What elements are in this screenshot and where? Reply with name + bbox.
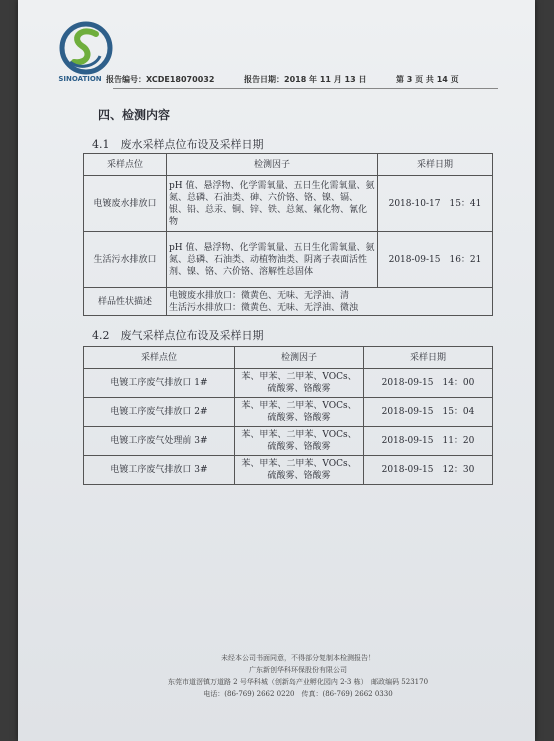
factor-line: 苯、甲苯、二甲苯、VOCs、 (241, 430, 357, 440)
logo-text: SINOATION (58, 75, 102, 83)
factor-line: 硫酸雾、铬酸雾 (267, 413, 331, 423)
factor-line: 硫酸雾、铬酸雾 (267, 471, 331, 481)
sampling-point: 电镀工序废气排放口 3# (84, 456, 235, 485)
report-number: 报告编号：XCDE18070032 (106, 75, 215, 84)
report-page (18, 0, 535, 741)
sampling-point: 电镀工序废气处理前 3# (84, 427, 235, 456)
factor-line: 硫酸雾、铬酸雾 (267, 384, 331, 394)
table-row (84, 398, 493, 427)
test-factors (235, 369, 364, 398)
column-header: 检测因子 (235, 347, 364, 369)
sample-description-line: 电镀废水排放口：微黄色、无味、无浮油、清 (169, 290, 350, 301)
wastewater-title: 4.1 废水采样点位布设及采样日期 (92, 138, 264, 151)
column-header: 检测因子 (167, 154, 378, 176)
factor-line: 硫酸雾、铬酸雾 (267, 442, 331, 452)
sampling-date: 2018-09-15 14：00 (364, 369, 493, 398)
sample-description-line: 生活污水排放口：微黄色、无味、无浮油、微浊 (169, 302, 359, 313)
sampling-point: 电镀废水排放口 (84, 176, 167, 232)
footer-notice: 未经本公司书面同意，不得部分复制本检测报告！ (221, 654, 375, 662)
test-factors (235, 398, 364, 427)
footer-contact: 电话：(86-769) 2662 0220 传真：(86-769) 2662 0330 (203, 690, 393, 698)
sample-description-label: 样品性状描述 (84, 288, 167, 316)
test-factors (235, 427, 364, 456)
page-number: 第 3 页 共 14 页 (396, 75, 459, 84)
wastewater-table (83, 153, 493, 316)
table-header-row (84, 347, 493, 369)
table-header-row (84, 154, 493, 176)
table-row (84, 176, 493, 232)
column-header: 采样点位 (84, 154, 167, 176)
sampling-point: 电镀工序废气排放口 1# (84, 369, 235, 398)
header-rule (113, 88, 498, 89)
factor-line: 苯、甲苯、二甲苯、VOCs、 (241, 401, 357, 411)
table-row (84, 288, 493, 316)
sampling-date: 2018-09-15 15：04 (364, 398, 493, 427)
sampling-date: 2018-09-15 16：21 (378, 232, 493, 288)
column-header: 采样日期 (378, 154, 493, 176)
test-factors (235, 456, 364, 485)
test-factors: pH 值、悬浮物、化学需氧量、五日生化需氧量、氨氮、总磷、石油类、砷、六价铬、铬、镍、镉、银、铅、总汞、铜、锌、铁、总氮、氟化物、氰化物 (167, 176, 378, 232)
factor-line: 苯、甲苯、二甲苯、VOCs、 (241, 459, 357, 469)
table-row (84, 427, 493, 456)
sampling-point: 电镀工序废气排放口 2# (84, 398, 235, 427)
sampling-point: 生活污水排放口 (84, 232, 167, 288)
factor-line: 苯、甲苯、二甲苯、VOCs、 (241, 372, 357, 382)
footer-address: 东莞市道滘镇万道路 2 号华科城（创新岛产业孵化园内 2-3 栋） 邮政编码 523170 (167, 678, 429, 686)
footer-company: 广东新创华科环保股份有限公司 (249, 666, 347, 674)
waste-gas-title: 4.2 废气采样点位布设及采样日期 (92, 329, 264, 342)
sampling-date: 2018-09-15 12：30 (364, 456, 493, 485)
report-date: 报告日期：2018 年 11 月 13 日 (244, 75, 367, 84)
column-header: 采样日期 (364, 347, 493, 369)
section-title: 四、检测内容 (98, 108, 171, 122)
waste-gas-table (83, 346, 493, 485)
table-row (84, 456, 493, 485)
sampling-date: 2018-09-15 11：20 (364, 427, 493, 456)
test-factors: pH 值、悬浮物、化学需氧量、五日生化需氧量、氨氮、总磷、石油类、动植物油类、阴离子表面活性剂、镍、铬、六价铬、溶解性总固体 (167, 232, 378, 288)
table-row (84, 369, 493, 398)
column-header: 采样点位 (84, 347, 235, 369)
sample-description (167, 288, 493, 316)
table-row (84, 232, 493, 288)
sampling-date: 2018-10-17 15：41 (378, 176, 493, 232)
